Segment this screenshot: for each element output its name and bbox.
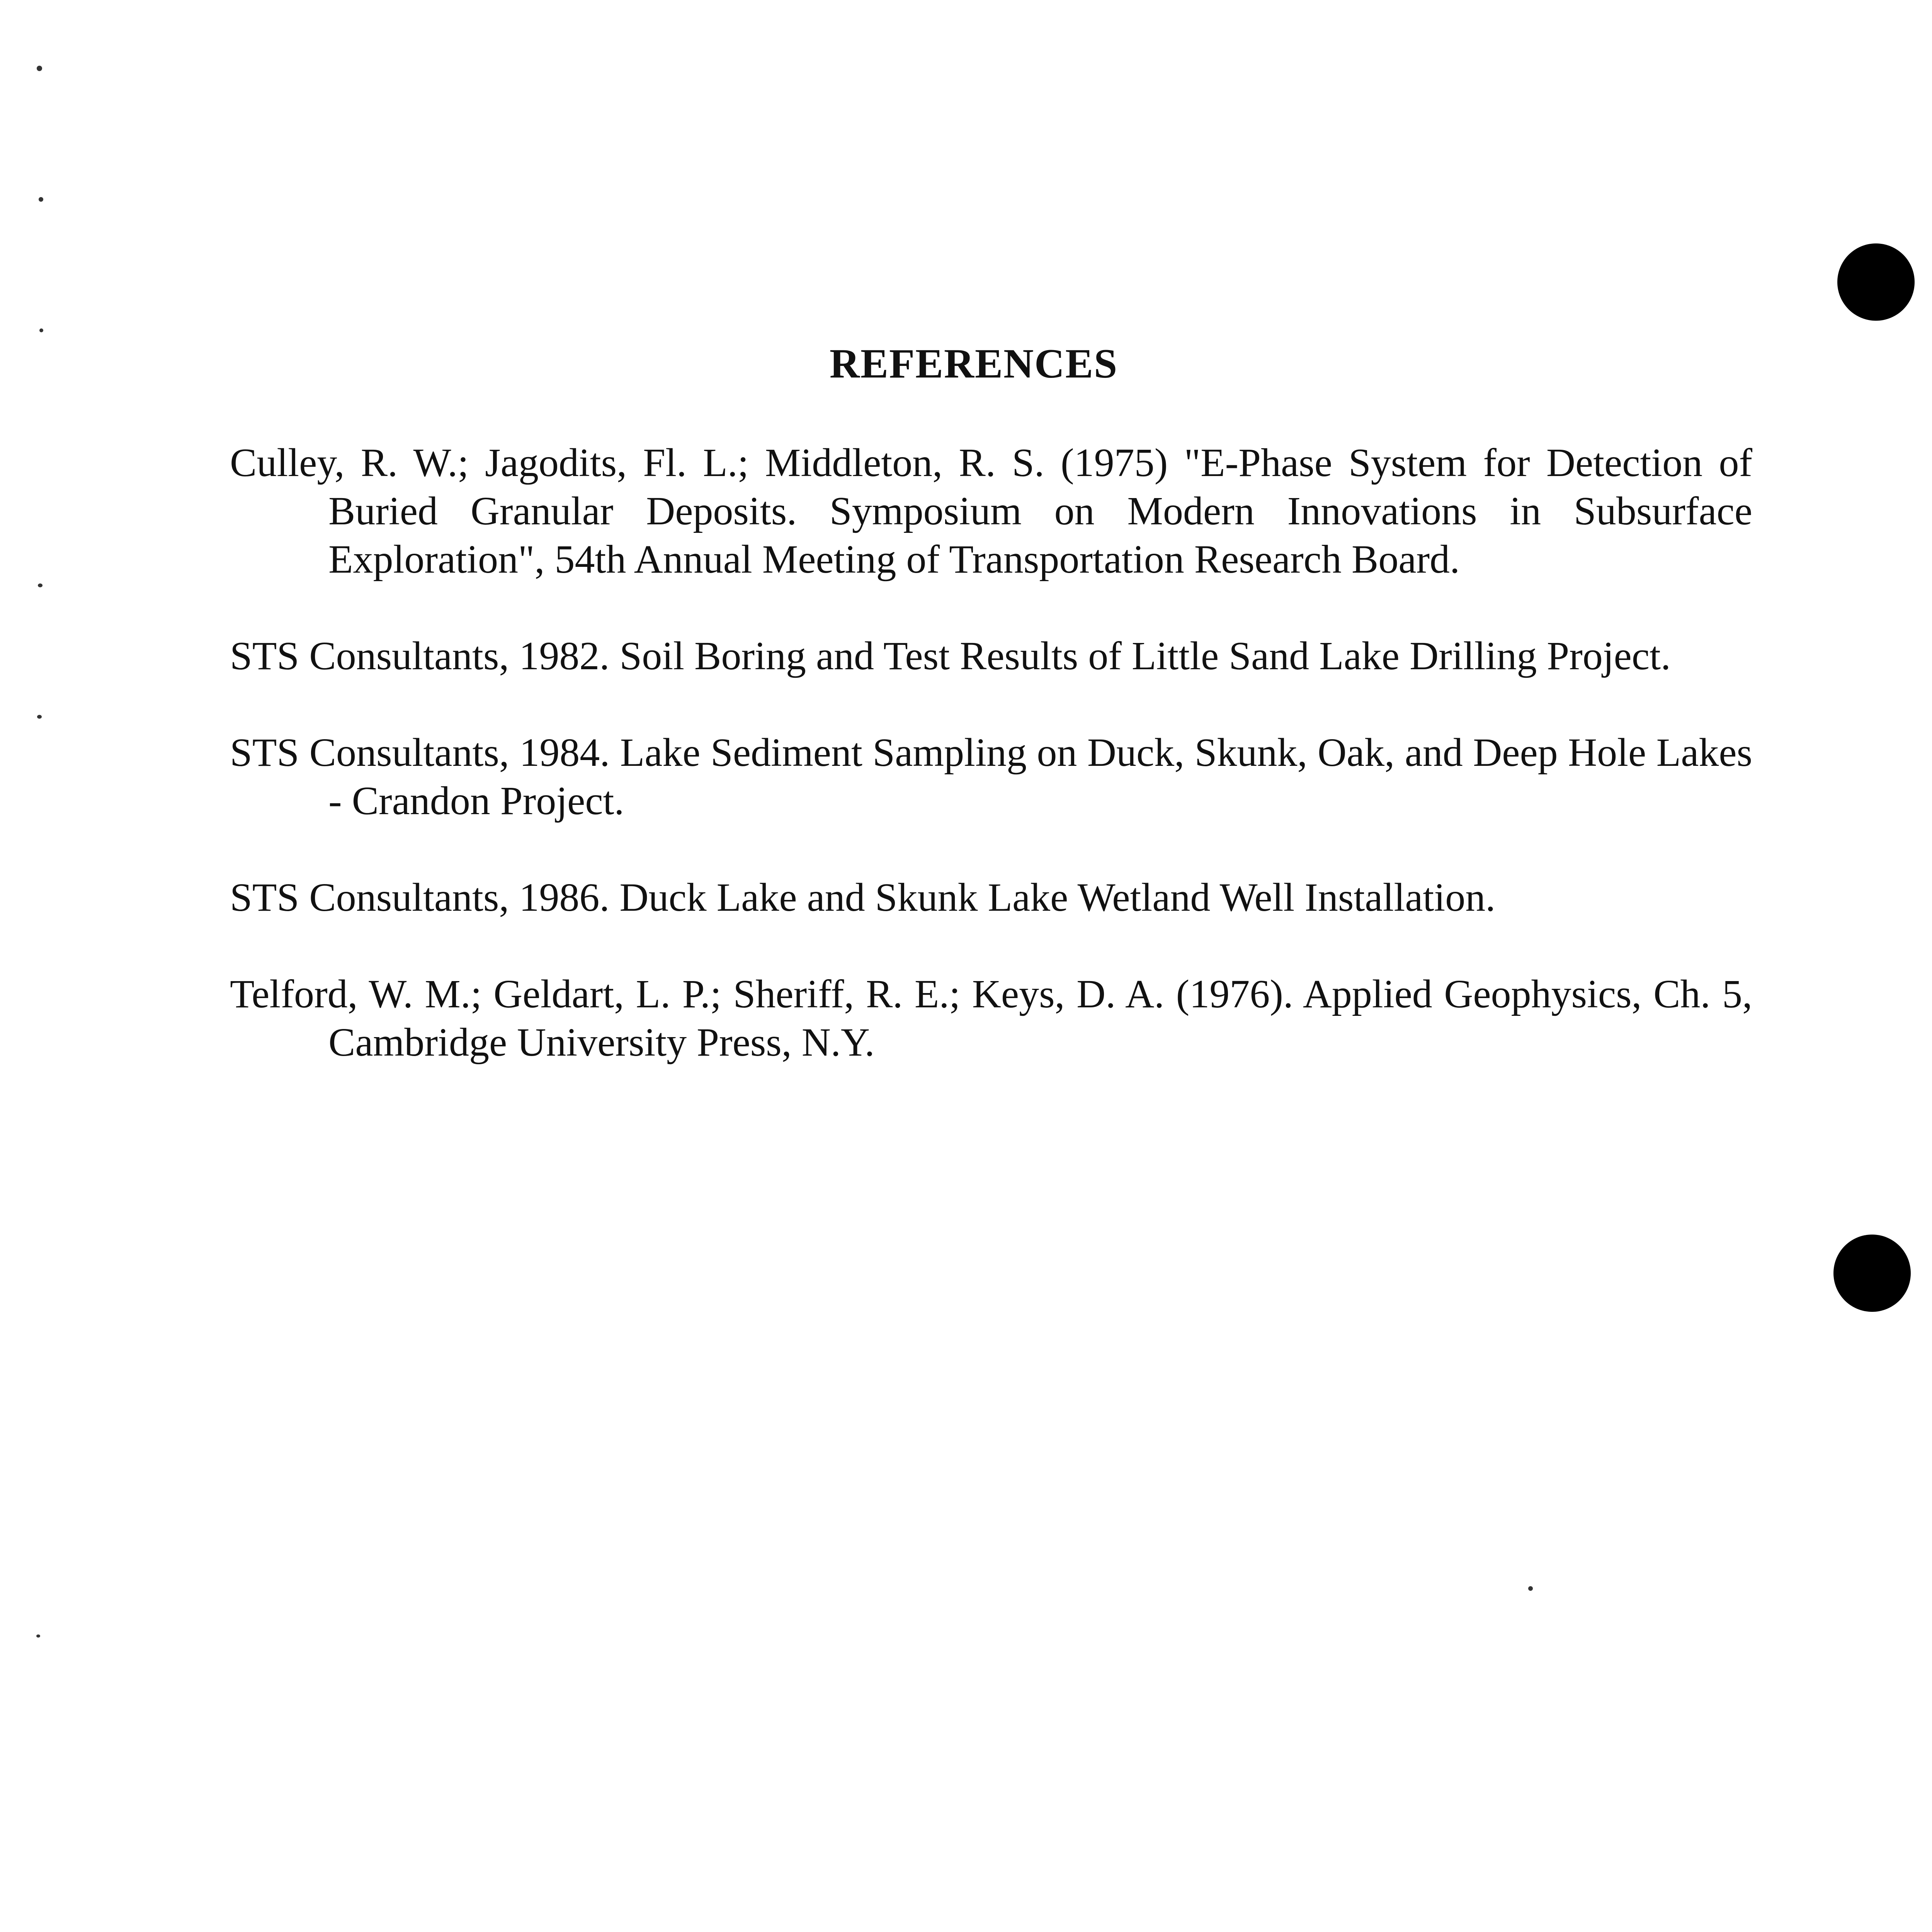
- scan-speck: [1528, 1586, 1533, 1591]
- reference-entry: Culley, R. W.; Jagodits, Fl. L.; Middleton, R. S. (1975) "E-Phase System for Detection of Buried Granular Deposits. Symposium on Modern Innovations in Subsurface Exploration", 54th Annual Meeting of Transportation Research Board.: [230, 440, 1752, 582]
- scan-speck: [39, 328, 43, 332]
- references-heading: REFERENCES: [829, 341, 1118, 387]
- reference-entry: STS Consultants, 1984. Lake Sediment Sampling on Duck, Skunk, Oak, and Deep Hole Lakes - Crandon Project.: [230, 730, 1752, 823]
- scan-speck: [37, 715, 42, 719]
- scan-speck: [36, 1634, 40, 1638]
- references-list: [230, 439, 1752, 1115]
- binder-hole-middle: [1833, 1235, 1911, 1312]
- reference-entry: STS Consultants, 1986. Duck Lake and Skunk Lake Wetland Well Installation.: [230, 875, 1496, 920]
- scan-speck: [37, 66, 42, 71]
- scan-speck: [39, 197, 43, 202]
- binder-hole-top: [1837, 243, 1915, 321]
- scan-speck: [38, 583, 43, 587]
- reference-entry: STS Consultants, 1982. Soil Boring and Test Results of Little Sand Lake Drilling Project.: [230, 634, 1671, 678]
- reference-entry: Telford, W. M.; Geldart, L. P.; Sheriff, R. E.; Keys, D. A. (1976). Applied Geophysics, Ch. 5, Cambridge University Press, N.Y.: [230, 972, 1752, 1065]
